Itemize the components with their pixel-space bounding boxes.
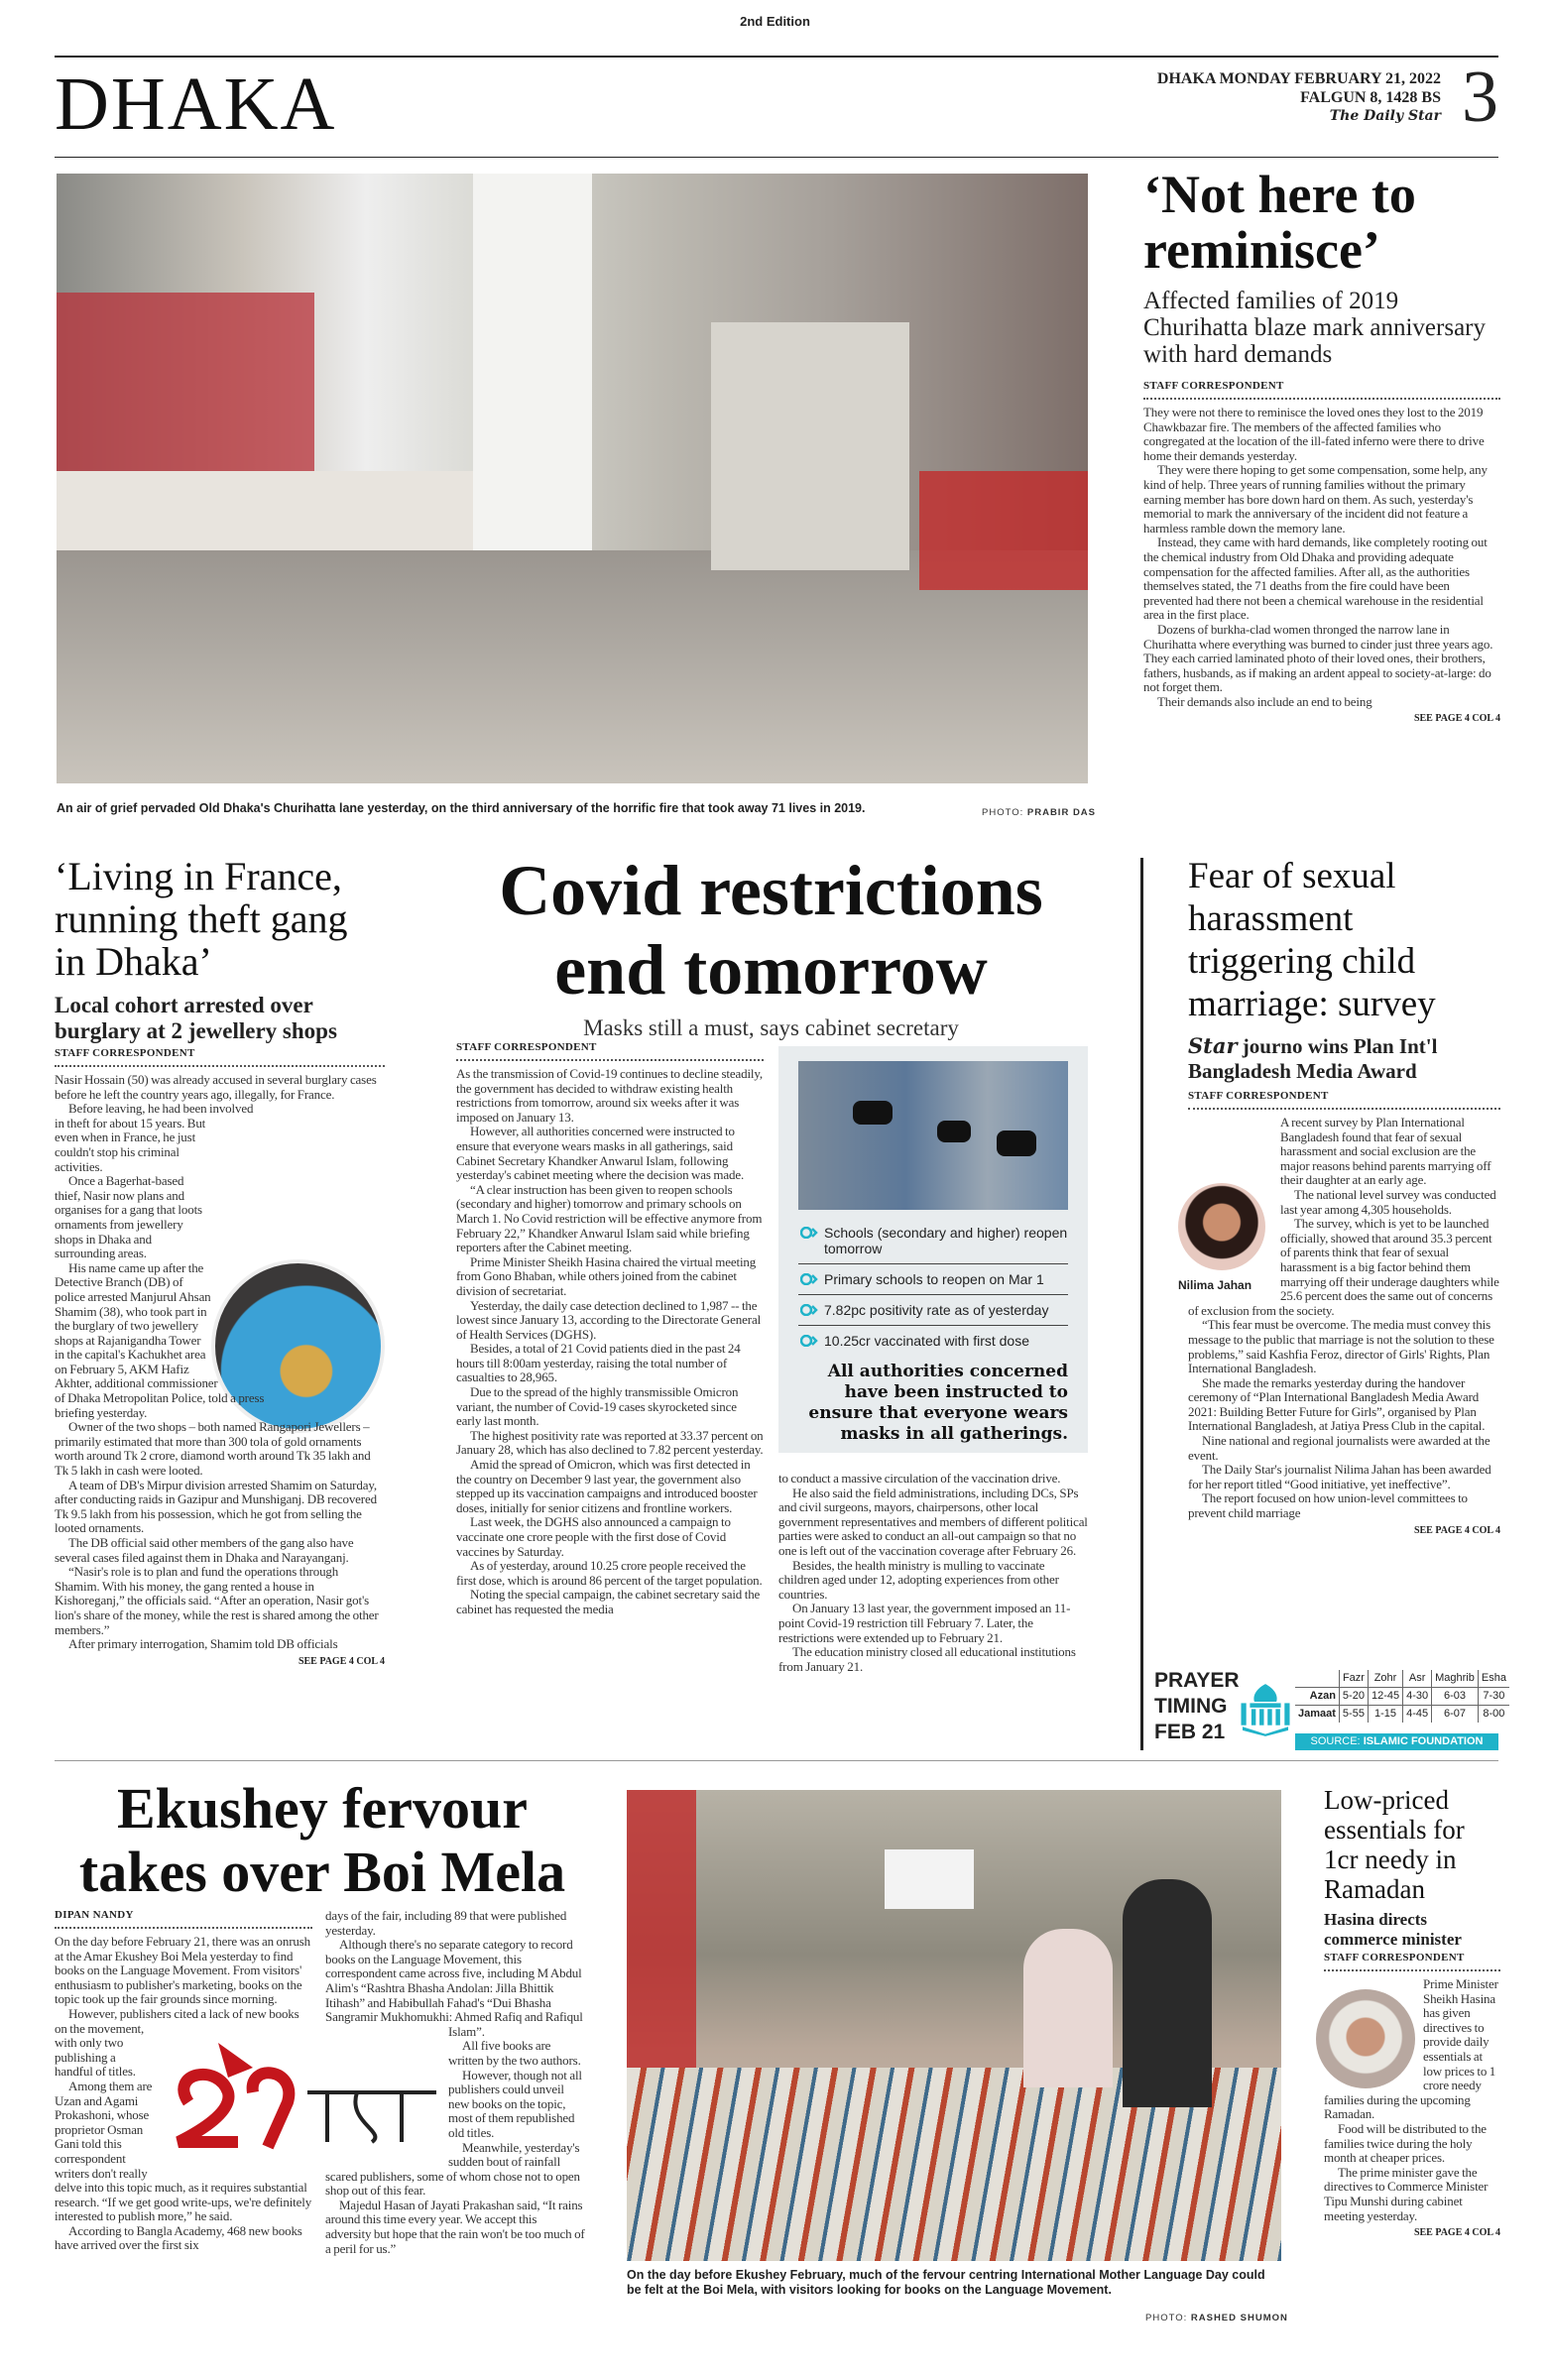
- france-subhead: Local cohort arrested over burglary at 2 jewellery shops: [55, 993, 337, 1043]
- cell: 6-03: [1432, 1688, 1479, 1706]
- credit-name: RASHED SHUMON: [1190, 2313, 1288, 2323]
- see-page-link[interactable]: SEE PAGE 4 COL 4: [1413, 1524, 1500, 1536]
- bullet-item: [798, 1264, 1068, 1295]
- ramadan-subhead: Hasina directs commerce minister: [1324, 1910, 1462, 1949]
- paragraph: Dozens of burkha-clad women thronged the narrow lane in Churihatta where everything was burned to cinder just three years ago. They each carried laminated photo of their loved ones, their brothers, fathers, husbands, as if making an ardent appeal to society-at-large: do not forget them.: [1143, 621, 1493, 695]
- date-line: DHAKA MONDAY FEBRUARY 21, 2022: [1156, 70, 1441, 87]
- cell: 4-45: [1403, 1706, 1432, 1724]
- france-headline[interactable]: ‘Living in France, running theft gang in Dhaka’: [55, 854, 348, 984]
- paragraph: The national level survey was conducted last year among 4,305 households.: [1280, 1186, 1496, 1217]
- hasina-photo: [1316, 1989, 1415, 2088]
- paragraph: “This fear must be overcome. The media must convey this message to the public that marriage is not the solution to these problems,” said Kashfia Feroz, director of Girls' Rights, Plan International Bangladesh.: [1188, 1317, 1494, 1376]
- prayer-header-row: [1295, 1670, 1509, 1688]
- france-story: [55, 855, 385, 1667]
- top-photo-caption: An air of grief pervaded Old Dhaka's Churihatta lane yesterday, on the third anniversary of the horrific fire that took away 71 lives in 2019.: [57, 801, 866, 815]
- cell: Maghrib: [1432, 1670, 1479, 1688]
- section-divider: [55, 1760, 1498, 1761]
- bullet-text: Primary schools to reopen on Mar 1: [824, 1271, 1044, 1287]
- ekushey-body-col2: [325, 1909, 585, 2256]
- paragraph: Besides, the health ministry is mulling to vaccinate children aged under 12, adopting experiences from other countries.: [778, 1557, 1059, 1602]
- boi-mela-caption: On the day before Ekushey February, much of the fervour centring International Mother Language Day could be felt at the Boi Mela, with visitors looking for books on the Language Movement.: [627, 2268, 1265, 2297]
- see-page-link[interactable]: SEE PAGE 4 COL 4: [298, 1655, 385, 1667]
- paragraph: As of yesterday, around 10.25 crore people received the first dose, which is around 86 percent of the target population.: [456, 1558, 763, 1588]
- paragraph: Food will be distributed to the families twice during the holy month at cheaper prices.: [1324, 2120, 1487, 2166]
- cell: 6-07: [1432, 1706, 1479, 1724]
- paragraph: They were there hoping to get some compensation, some help, any kind of help. Three years of running families without the primary earning member has bore down hard on them. As such, yesterday's memorial to mark the anniversary of the incident did not feature a harmless ramble down the memory lane.: [1143, 462, 1488, 536]
- prayer-table: [1295, 1670, 1509, 1723]
- paragraph: Although there's no separate category to record books on the Language Movement, this correspondent came across five, including M Abdul Alim's “Rashtra Bhasha Andolan: Jilla Bhittik Itihash” and Habibullah Fahad's “Dui Bhasha Sangramir Mukhomukhi: Ahmed Rafiq and Rafiqul Islam”.: [325, 1937, 583, 2039]
- cell: Zohr: [1368, 1670, 1402, 1688]
- top-story-body: [1143, 406, 1500, 709]
- ekushey-headline[interactable]: Ekushey fervour takes over Boi Mela: [78, 1776, 566, 1904]
- paragraph: days of the fair, including 89 that were published yesterday.: [325, 1908, 567, 1938]
- cell: [1295, 1670, 1339, 1688]
- edition-label: 2nd Edition: [740, 14, 810, 29]
- ramadan-headline[interactable]: Low-priced essentials for 1cr needy in Ramadan: [1324, 1785, 1465, 1904]
- header-top-rule: [55, 56, 1498, 58]
- paragraph: The highest positivity rate was reported at 33.37 percent on January 28, which has also declined to 7.82 percent yesterday.: [456, 1427, 764, 1458]
- subhead-text: journo wins Plan Int'l Bangladesh Media Award: [1188, 1034, 1438, 1083]
- paragraph: Their demands also include an end to being: [1157, 693, 1372, 709]
- paragraph: Nine national and regional journalists were awarded at the event.: [1188, 1433, 1490, 1463]
- paragraph: Yesterday, the daily case detection declined to 1,987 -- the lowest since January 13, according to the Directorate General of Health Services (DGHS).: [456, 1297, 762, 1342]
- nilima-photo: [1178, 1183, 1265, 1270]
- credit-label: PHOTO:: [1145, 2313, 1188, 2323]
- survey-subhead: [1188, 1033, 1500, 1084]
- credit-name: PRABIR DAS: [1026, 807, 1097, 818]
- section-title: DHAKA: [55, 62, 337, 146]
- bullet-arrow-icon: [800, 1227, 818, 1239]
- cell: 5-20: [1339, 1688, 1368, 1706]
- bullet-text: Schools (secondary and higher) reopen tomorrow: [824, 1225, 1068, 1256]
- survey-story: [1178, 855, 1500, 1536]
- covid-byline: STAFF CORRESPONDENT: [456, 1041, 764, 1061]
- covid-infobox: [778, 1046, 1088, 1453]
- covid-subhead: Masks still a must, says cabinet secretary: [583, 1015, 959, 1040]
- source-name: ISLAMIC FOUNDATION: [1363, 1735, 1484, 1747]
- prayer-row: [1295, 1688, 1509, 1706]
- source-label: SOURCE:: [1310, 1735, 1361, 1747]
- paragraph: However, publishers cited a lack of new books on the movement, with only two publishing a handful of titles.: [55, 2005, 299, 2080]
- paragraph: The report focused on how union-level committees to prevent child marriage: [1188, 1490, 1468, 1521]
- prayer-source: [1295, 1733, 1498, 1750]
- churihatta-photo: [57, 174, 1088, 783]
- paragraph: After primary interrogation, Shamim told DB officials: [68, 1636, 338, 1652]
- credit-label: PHOTO:: [982, 807, 1024, 818]
- paragraph: The DB official said other members of the gang also have several cases filed against them in Dhaka and Narayanganj.: [55, 1535, 354, 1565]
- paragraph: He also said the field administrations, including DCs, SPs and civil surgeons, mayors, chairpersons, other local government representatives and members of different political parties were asked to conduct an all-out campaign so that no one is left out of the vaccination coverage after February 26.: [778, 1485, 1088, 1558]
- cell: Azan: [1295, 1688, 1339, 1706]
- survey-body: [1188, 1116, 1500, 1521]
- paragraph: “Nasir's role is to plan and fund the operations through Shamim. With his money, the gang rented a house in Kishoreganj,” the officials said. “After an operation, Nasir got's lion's share of the money, while the rest is shared among the other members.”: [55, 1564, 379, 1637]
- ramadan-story: [1324, 1785, 1500, 2238]
- survey-headline[interactable]: Fear of sexual harassment triggering child marriage: survey: [1188, 856, 1436, 1024]
- paragraph: Besides, a total of 21 Covid patients died in the past 24 hours till 8:00am yesterday, raising the total number of casualties to 28,965.: [456, 1341, 741, 1385]
- prayer-timing-box: [1150, 1666, 1507, 1755]
- covid-col2: [778, 1472, 1088, 1674]
- paragraph: Among them are Uzan and Agami Prokashoni, whose proprietor Osman Gani told this correspondent writers don't really delve into this topic much, as it requires substantial research. “If we get good write-ups, we're definitely interested to publish more,” he said.: [55, 2078, 312, 2224]
- star-logo: Star: [1188, 1033, 1238, 1058]
- paragraph: However, all authorities concerned were instructed to ensure that everyone wears masks in all gatherings, said Cabinet Secretary Khandker Anwarul Islam, following yesterday's cabinet meeting where the decision was made.: [456, 1124, 745, 1183]
- date-block: [1157, 69, 1441, 126]
- top-story-headline[interactable]: ‘Not here to reminisce’: [1143, 165, 1416, 280]
- survey-body-wrap: [1178, 1115, 1500, 1536]
- top-photo-credit: [982, 807, 1096, 818]
- cell: Esha: [1478, 1670, 1509, 1688]
- paragraph: Due to the spread of the highly transmissible Omicron variant, the number of Covid-19 cases skyrocketed since early last month.: [456, 1384, 739, 1429]
- covid-body-col1: [456, 1067, 764, 1617]
- paragraph: On January 13 last year, the government imposed an 11-point Covid-19 restriction till February 7. Later, the restrictions were extended up to February 21.: [778, 1601, 1071, 1645]
- cell: Jamaat: [1295, 1706, 1339, 1724]
- covid-headline[interactable]: Covid restrictions end tomorrow: [499, 851, 1043, 1010]
- paragraph: Once a Bagerhat-based thief, Nasir now plans and organises for a gang that loots ornaments from jewellery shops in Dhaka and surrounding areas.: [55, 1173, 202, 1261]
- bullet-arrow-icon: [800, 1304, 818, 1316]
- boi-mela-photo: [627, 1790, 1281, 2261]
- paragraph: Noting the special campaign, the cabinet secretary said the cabinet has requested the media: [456, 1587, 761, 1616]
- paragraph: Before leaving, he had been involved in theft for about 15 years. But even when in France, he just couldn't stop his criminal activities.: [55, 1101, 254, 1174]
- bullet-text: 10.25cr vaccinated with first dose: [824, 1333, 1029, 1349]
- column-divider: [1140, 858, 1143, 1750]
- nilima-photo-block: [1178, 1183, 1272, 1292]
- paragraph: Amid the spread of Omicron, which was first detected in the country on December 9 last year, the government also stepped up its vaccination campaigns and introduced booster doses, initially for senior citizens and frontline workers.: [456, 1457, 758, 1515]
- bullet-item: [798, 1218, 1068, 1264]
- ramadan-body: [1324, 1977, 1500, 2223]
- paragraph: The survey, which is yet to be launched officially, showed that around 35.3 percent of parents think that fear of sexual harassment is a big factor behind them marrying off their underage daughters while 25.6 percent does the same out of concerns of exclusion from the society.: [1188, 1216, 1499, 1318]
- paragraph: Instead, they came with hard demands, like completely rooting out the chemical industry from Old Dhaka and providing adequate compensation for the affected families. After all, as the authorities themselves stated, the 71 deaths from the fire could have been prevented had there not been a chemical warehouse in the residential area in the first place.: [1143, 535, 1488, 623]
- masked-people-photo: [798, 1061, 1068, 1210]
- see-page-link[interactable]: SEE PAGE 4 COL 4: [1413, 713, 1500, 725]
- paragraph: The prime minister gave the directives to Commerce Minister Tipu Munshi during cabinet meeting yesterday.: [1324, 2164, 1489, 2223]
- cell: 5-55: [1339, 1706, 1368, 1724]
- prayer-row: [1295, 1706, 1509, 1724]
- covid-body-col2: [778, 1472, 1088, 1674]
- jewellery-photo: [211, 1259, 385, 1433]
- ekushey-byline: DIPAN NANDY: [55, 1909, 312, 1929]
- cell: 7-30: [1478, 1688, 1509, 1706]
- ramadan-byline: STAFF CORRESPONDENT: [1324, 1952, 1500, 1971]
- prayer-title: [1154, 1668, 1240, 1745]
- ekushey-col2: [325, 1909, 585, 2256]
- cell: Asr: [1403, 1670, 1432, 1688]
- paragraph: The education ministry closed all educational institutions from January 21.: [778, 1644, 1076, 1674]
- cell: 4-30: [1403, 1688, 1432, 1706]
- paragraph: “A clear instruction has been given to reopen schools (secondary and higher) tomorrow and primary schools on March 1. No Covid restriction will be effective anymore from February 22,” Khandker Anwarul Islam said while briefing reporters after the Cabinet meeting.: [456, 1181, 763, 1255]
- top-story-subhead: Affected families of 2019 Churihatta blaze mark anniversary with hard demands: [1143, 288, 1486, 368]
- page-number: 3: [1462, 57, 1498, 138]
- paragraph: Last week, the DGHS also announced a campaign to vaccinate one crore people with the first dose of Covid vaccines by Saturday.: [456, 1514, 731, 1559]
- cell: Fazr: [1339, 1670, 1368, 1688]
- cell: 12-45: [1368, 1688, 1402, 1706]
- bangla-date: FALGUN 8, 1428 BS: [1300, 89, 1441, 106]
- bullet-item: [798, 1295, 1068, 1326]
- bullet-arrow-icon: [800, 1335, 818, 1347]
- paragraph: Prime Minister Sheikh Hasina chaired the virtual meeting from Gono Bhaban, while others joined from the cabinet division of secretariat.: [456, 1253, 757, 1298]
- paragraph: As the transmission of Covid-19 continues to decline steadily, the government has decided to withdraw existing health restrictions from tomorrow, around six weeks after it was imposed on January 13.: [456, 1066, 764, 1125]
- bullet-item: [798, 1326, 1068, 1356]
- paragraph: Meanwhile, yesterday's sudden bout of rainfall scared publishers, some of whom chose not to open shop out of this fear.: [325, 2139, 580, 2199]
- paragraph: A team of DB's Mirpur division arrested Shamim on Saturday, after conducting raids in Gazipur and Munshiganj. DB recovered Tk 9.5 lakh from his possession, which he got from selling the looted ornaments.: [55, 1477, 377, 1536]
- france-body: [55, 1073, 385, 1652]
- paragraph: All five books are written by the two authors.: [448, 2038, 581, 2068]
- prayer-title-line: PRAYER: [1154, 1669, 1240, 1692]
- paragraph: to conduct a massive circulation of the vaccination drive.: [778, 1471, 1061, 1486]
- paragraph: A recent survey by Plan International Bangladesh found that fear of sexual harassment and social exclusion are the major reasons behind parents marrying off their daughter at an early age.: [1280, 1115, 1491, 1188]
- paragraph: Owner of the two shops – both named Rangapori Jewellers – primarily estimated that more than 300 tola of gold ornaments worth around Tk 2 crore, diamond worth around Tk 35 lakh and Tk 5 lakh in cash were looted.: [55, 1419, 371, 1479]
- nilima-caption: Nilima Jahan: [1178, 1278, 1252, 1292]
- see-page-link[interactable]: SEE PAGE 4 COL 4: [1413, 2227, 1500, 2239]
- paragraph: The Daily Star's journalist Nilima Jahan has been awarded for her report titled “Good initiative, yet ineffective”.: [1188, 1462, 1491, 1491]
- paragraph: Majedul Hasan of Jayati Prakashan said, “It rains around this time every year. We accept this adversity but hope that the rain won't be too much of a peril for us.”: [325, 2197, 585, 2256]
- header-bottom-rule: [55, 157, 1498, 158]
- prayer-title-line: TIMING: [1154, 1695, 1228, 1718]
- top-story: [1143, 167, 1500, 724]
- bullet-text: 7.82pc positivity rate as of yesterday: [824, 1302, 1049, 1318]
- prayer-title-line: FEB 21: [1154, 1721, 1226, 1743]
- survey-byline: STAFF CORRESPONDENT: [1188, 1090, 1500, 1110]
- covid-col1: [456, 1041, 764, 1617]
- france-byline: STAFF CORRESPONDENT: [55, 1047, 385, 1067]
- paragraph: Prime Minister Sheikh Hasina has given directives to provide daily essentials at low prices to 1 crore needy families during the upcoming Ramadan.: [1324, 1976, 1498, 2122]
- mosque-icon: [1240, 1678, 1291, 1739]
- paragraph: They were not there to reminisce the loved ones they lost to the 2019 Chawkbazar fire. The members of the affected families who congregated at the location of the ill-fated inferno were there to drive home their demands yesterday.: [1143, 405, 1485, 463]
- paragraph: According to Bangla Academy, 468 new books have arrived over the first six: [55, 2222, 302, 2253]
- cell: 1-15: [1368, 1706, 1402, 1724]
- bullet-arrow-icon: [800, 1273, 818, 1285]
- paragraph: However, though not all publishers could unveil new books on the topic, most of them republished old titles.: [448, 2067, 582, 2140]
- ekushey-headline-block: [55, 1777, 590, 1904]
- covid-bullets: [798, 1218, 1068, 1356]
- covid-headline-block: [451, 851, 1091, 1041]
- logo-spacer: [325, 2028, 448, 2169]
- paper-logo: The Daily Star: [1329, 108, 1441, 124]
- boi-mela-credit: [1145, 2313, 1288, 2323]
- paragraph: Nasir Hossain (50) was already accused in several burglary cases before he left the country years ago, illegally, for France.: [55, 1072, 377, 1102]
- covid-pullquote: All authorities concerned have been instructed to ensure that everyone wears masks in all gatherings.: [808, 1362, 1068, 1444]
- paragraph: On the day before February 21, there was an onrush at the Amar Ekushey Boi Mela yesterday to find books on the Language Movement. From visitors' enthusiasm to publisher's marketing, books on the topic took up the fair grounds since morning.: [55, 1934, 311, 2007]
- top-story-byline: STAFF CORRESPONDENT: [1143, 380, 1500, 400]
- paragraph: She made the remarks yesterday during the handover ceremony of “Plan International Bangladesh Media Award 2021: Building Better Future for Girls”, organised by Plan International Bangladesh, at Jatiya Press Club in the capital.: [1188, 1374, 1486, 1434]
- cell: 8-00: [1478, 1706, 1509, 1724]
- paragraph: His name came up after the Detective Branch (DB) of police arrested Manjurul Ahsan Shamim (38), who took part in the burglary of two jewellery shops at Rajanigandha Tower in the capital's Kachukhet area on February 5, AKM Hafiz Akhter, additional commissioner of Dhaka Metropolitan Police, told a press briefing yesterday.: [55, 1259, 265, 1420]
